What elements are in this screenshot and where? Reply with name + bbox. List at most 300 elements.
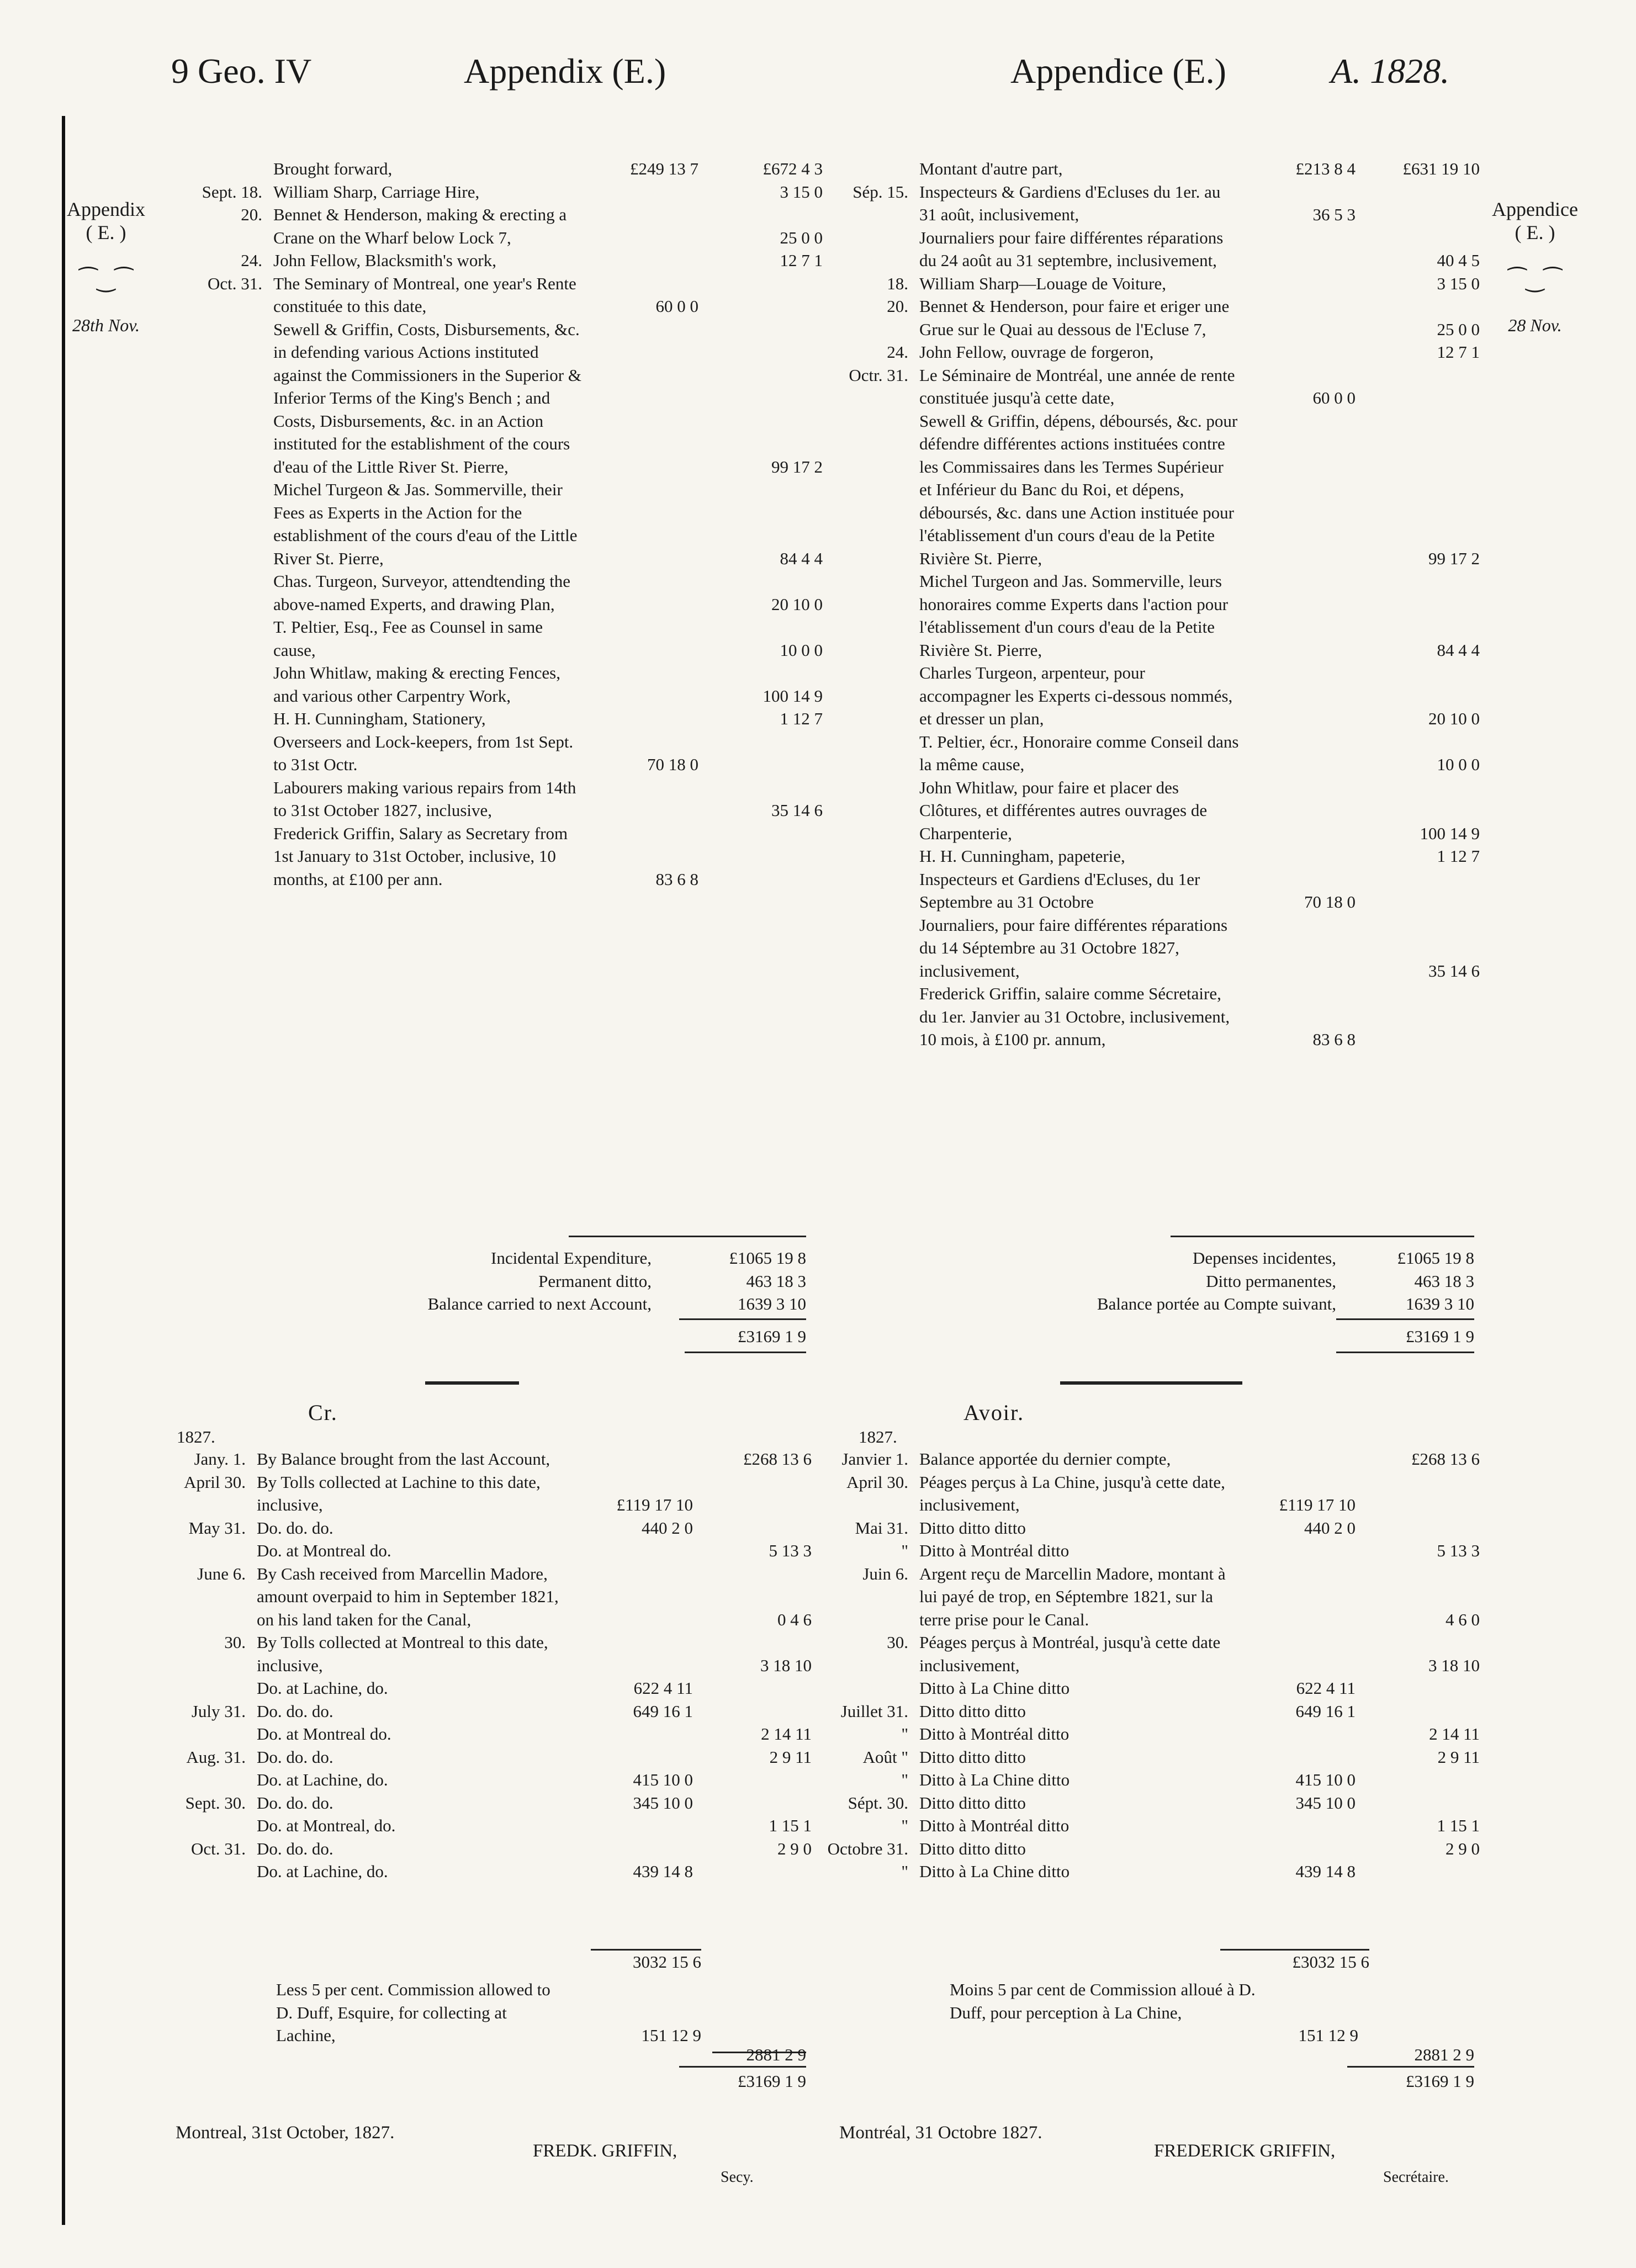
en-signature-title: Secy. — [721, 2169, 754, 2186]
margin-note-right — [1469, 176, 1601, 358]
entry-amount-outer: 20 10 0 — [1428, 709, 1480, 728]
entry-amount-outer: 2 14 11 — [1429, 1724, 1480, 1744]
left-binding-rule — [62, 116, 65, 2225]
ledger-row — [149, 1723, 812, 1746]
margin-title-left: Appendix ( E. ) — [67, 198, 145, 243]
entry-date: Octr. 31. — [849, 365, 908, 385]
entry-amount-inner: 415 10 0 — [633, 1770, 693, 1789]
entry-description: T. Peltier, écr., Honoraire comme Conseil dans la même cause, — [919, 732, 1239, 774]
fr-section-divider — [1060, 1381, 1242, 1385]
ledger-row — [812, 1448, 1480, 1471]
entry-amount-outer: 3 15 0 — [780, 182, 823, 202]
ledger-row — [812, 730, 1480, 776]
en-credit-heading: Cr. — [308, 1400, 338, 1425]
entry-amount-outer: £268 13 6 — [1411, 1449, 1480, 1469]
entry-amount-outer: 84 4 4 — [780, 548, 823, 568]
entry-date: " — [901, 1816, 908, 1835]
margin-title-right: Appendice ( E. ) — [1492, 198, 1578, 243]
entry-description: By Tolls collected at Montreal to this date, inclusive, — [257, 1633, 548, 1675]
ledger-row — [166, 661, 823, 707]
entry-description: Ditto ditto ditto — [919, 1747, 1026, 1767]
entry-amount-outer: 5 13 3 — [1437, 1541, 1480, 1560]
entry-amount-outer: 12 7 1 — [1437, 342, 1480, 362]
entry-date — [812, 570, 919, 661]
entry-amount-inner: £249 13 7 — [630, 159, 698, 178]
ledger-row — [812, 1700, 1480, 1723]
entry-amount-outer: 1 15 1 — [1437, 1816, 1480, 1835]
ledger-row — [166, 570, 823, 616]
entry-description: By Tolls collected at Lachine to this date, inclusive, — [257, 1472, 541, 1514]
total-value: 463 18 3 — [746, 1271, 806, 1291]
entry-date: Sept. 30. — [185, 1793, 246, 1813]
fr-credit-subtotal: £3032 15 6 — [1292, 1952, 1369, 1972]
entry-date: Mai 31. — [855, 1518, 908, 1538]
header-session: 9 Geo. IV — [171, 51, 312, 91]
total-value: 1639 3 10 — [738, 1294, 806, 1313]
entry-description: Ditto à La Chine ditto — [919, 1678, 1070, 1698]
entry-description: Michel Turgeon and Jas. Sommerville, leurs honoraires comme Experts dans l'action pour l'établissement d'un cours d'eau de la Petite Rivière St. Pierre, — [919, 571, 1229, 660]
ledger-row — [149, 1471, 812, 1517]
ledger-row — [812, 1746, 1480, 1769]
entry-description: Ditto à Montréal ditto — [919, 1541, 1070, 1560]
entry-description: Do. at Montreal do. — [257, 1541, 391, 1560]
fr-credit-heading: Avoir. — [963, 1400, 1025, 1425]
ledger-row — [166, 822, 823, 891]
en-commission — [276, 1978, 806, 2064]
entry-amount-outer: 100 14 9 — [763, 686, 823, 706]
entry-date — [166, 707, 273, 730]
entry-date — [149, 1539, 257, 1562]
entry-amount-outer: 10 0 0 — [1437, 755, 1480, 774]
ledger-row — [812, 982, 1480, 1051]
header-title-fr: Appendice (E.) — [1010, 51, 1226, 91]
entry-description: Montant d'autre part, — [919, 159, 1063, 178]
ledger-row — [812, 845, 1480, 868]
entry-description: Brought forward, — [273, 159, 393, 178]
en-signature-place-date: Montreal, 31st October, 1827. — [176, 2123, 395, 2143]
ledger-row — [166, 249, 823, 272]
en-credit-net: 2881 2 9 — [746, 2045, 806, 2064]
ledger-row — [812, 868, 1480, 914]
entry-amount-outer: 2 9 0 — [777, 1838, 812, 1858]
fr-credit-net: 2881 2 9 — [1414, 2045, 1474, 2064]
entry-description: Do. at Lachine, do. — [257, 1770, 388, 1789]
entry-date: " — [901, 1724, 908, 1744]
entry-amount-outer: 20 10 0 — [771, 594, 823, 614]
fr-commission-text: Moins 5 par cent de Commission alloué à D. Duff, pour perception à La Chine, — [950, 1980, 1256, 2022]
fr-credit-year: 1827. — [859, 1427, 897, 1446]
ledger-row — [149, 1792, 812, 1815]
ledger-row — [812, 914, 1480, 983]
entry-date — [166, 616, 273, 661]
ledger-row — [166, 478, 823, 570]
entry-amount-outer: 5 13 3 — [769, 1541, 812, 1560]
entry-description: Do. do. do. — [257, 1701, 333, 1721]
entry-date: 24. — [887, 342, 908, 362]
ledger-row — [812, 157, 1480, 181]
en-commission-text: Less 5 per cent. Commission allowed to D. Duff, Esquire, for collecting at Lachine, — [276, 1980, 550, 2045]
ledger-row — [812, 570, 1480, 661]
entry-description: Ditto ditto ditto — [919, 1838, 1026, 1858]
entry-description: Sewell & Griffin, dépens, déboursés, &c. pour défendre différentes actions instituées contre les Commissaires dans les Termes Supérieur et Inférieur du Banc du Roi, et dépens, déboursés, &c. dans une Action instituée pour l'établissement d'un cours d'eau de la Petite Rivière St. Pierre, — [919, 411, 1238, 568]
ledger-row — [812, 1539, 1480, 1562]
entry-description: Sewell & Griffin, Costs, Disbursements, &c. in defending various Actions instituted against the Commissioners in the Superior & Inferior Terms of the King's Bench ; and Costs, Disbursements, &c. in an Action instituted for the establishment of the cours d'eau of the Little River St. Pierre, — [273, 319, 581, 476]
entry-description: Overseers and Lock-keepers, from 1st Sept. to 31st Octr. — [273, 732, 574, 774]
ledger-row — [812, 661, 1480, 730]
en-signature-name: FREDK. GRIFFIN, — [533, 2141, 677, 2161]
entry-date — [166, 157, 273, 181]
entry-amount-inner: 439 14 8 — [633, 1862, 693, 1881]
entry-description: John Whitlaw, making & erecting Fences, and various other Carpentry Work, — [273, 663, 560, 706]
total-value: £1065 19 8 — [1397, 1248, 1474, 1268]
entry-amount-inner: 60 0 0 — [1312, 388, 1356, 407]
ledger-row — [149, 1814, 812, 1837]
entry-amount-outer: 25 0 0 — [1437, 319, 1480, 339]
ledger-row — [812, 181, 1480, 226]
ledger-row — [812, 1562, 1480, 1631]
entry-amount-outer: 3 15 0 — [1437, 273, 1480, 293]
entry-amount-outer: 35 14 6 — [771, 801, 823, 820]
entry-description: Journaliers, pour faire différentes réparations du 14 Séptembre au 31 Octobre 1827, inclusivement, — [919, 915, 1228, 981]
en-grand-total: £3169 1 9 — [738, 1327, 806, 1346]
entry-amount-inner: 622 4 11 — [1296, 1678, 1356, 1698]
entry-description: William Sharp, Carriage Hire, — [273, 182, 480, 202]
total-value: £1065 19 8 — [729, 1248, 806, 1268]
total-label: Balance portée au Compte suivant, — [1097, 1294, 1336, 1313]
fr-credit-subtotal-rule — [1220, 1949, 1369, 1951]
entry-amount-inner: 440 2 0 — [642, 1518, 693, 1538]
fr-grand-total-underline — [1336, 1352, 1474, 1353]
entry-date: 30. — [887, 1633, 908, 1652]
fr-grand-total: £3169 1 9 — [1406, 1327, 1474, 1346]
entry-date — [166, 478, 273, 570]
entry-date — [812, 226, 919, 272]
ledger-row — [812, 1860, 1480, 1883]
entry-date: 20. — [241, 205, 262, 224]
entry-amount-outer: 4 6 0 — [1446, 1609, 1480, 1629]
entry-description: Do. do. do. — [257, 1518, 333, 1538]
entry-date: June 6. — [197, 1564, 246, 1583]
entry-date — [166, 730, 273, 776]
en-grand-total-rule — [679, 1318, 806, 1320]
entry-description: T. Peltier, Esq., Fee as Counsel in same cause, — [273, 617, 543, 660]
ledger-row — [149, 1562, 812, 1631]
entry-description: Do. at Montreal, do. — [257, 1816, 396, 1835]
fr-grand-total-rule — [1336, 1318, 1474, 1320]
entry-description: Michel Turgeon & Jas. Sommerville, their Fees as Experts in the Action for the establishment of the cours d'eau of the Little River St. Pierre, — [273, 480, 578, 568]
en-credit-subtotal: 3032 15 6 — [633, 1952, 701, 1972]
entry-date — [812, 1677, 919, 1700]
entry-date: 20. — [887, 296, 908, 316]
ledger-row — [166, 272, 823, 318]
entry-amount-inner: 622 4 11 — [633, 1678, 693, 1698]
entry-amount-outer: £672 4 3 — [763, 159, 823, 178]
entry-date: April 30. — [184, 1472, 246, 1492]
fr-signature-title: Secrétaire. — [1383, 2169, 1449, 2186]
entry-date: Janvier 1. — [841, 1449, 908, 1469]
ledger-row — [812, 1471, 1480, 1517]
entry-description: Frederick Griffin, Salary as Secretary from 1st January to 31st October, inclusive, 10 months, at £100 per ann. — [273, 823, 568, 889]
entry-amount-inner: 439 14 8 — [1295, 1862, 1356, 1881]
ledger-row — [812, 1517, 1480, 1540]
entry-amount-outer: 1 12 7 — [780, 709, 823, 728]
entry-date — [812, 410, 919, 570]
entry-date: " — [901, 1770, 908, 1789]
entry-amount-outer: 100 14 9 — [1420, 823, 1480, 843]
entry-date — [149, 1860, 257, 1883]
ledger-row — [166, 776, 823, 822]
margin-flourish-left: ⁀‿⁀ — [79, 267, 133, 292]
entry-date: Sépt. 30. — [848, 1793, 908, 1813]
entry-amount-inner: 440 2 0 — [1304, 1518, 1356, 1538]
entry-date: Jany. 1. — [194, 1449, 246, 1469]
entry-amount-outer: 2 9 11 — [1437, 1747, 1480, 1767]
entry-description: Le Séminaire de Montréal, une année de rente constituée jusqu'à cette date, — [919, 365, 1235, 407]
entry-description: Argent reçu de Marcellin Madore, montant à lui payé de trop, en Séptembre 1821, sur la terre prise pour le Canal. — [919, 1564, 1226, 1629]
margin-date-right: 28 Nov. — [1508, 315, 1562, 335]
header-title-en: Appendix (E.) — [464, 51, 666, 91]
entry-description: Do. at Montreal do. — [257, 1724, 391, 1744]
total-label: Permanent ditto, — [538, 1271, 652, 1291]
entry-description: Inspecteurs et Gardiens d'Ecluses, du 1er Septembre au 31 Octobre — [919, 869, 1200, 912]
en-expenditure-list — [166, 157, 823, 891]
entry-date — [166, 318, 273, 479]
entry-amount-inner: 60 0 0 — [655, 296, 698, 316]
ledger-row — [166, 203, 823, 249]
fr-signature-place-date: Montréal, 31 Octobre 1827. — [839, 2123, 1042, 2143]
ledger-row — [812, 1837, 1480, 1861]
ledger-row — [149, 1860, 812, 1883]
entry-date — [812, 982, 919, 1051]
entry-amount-inner: £213 8 4 — [1295, 159, 1356, 178]
entry-amount-inner: 70 18 0 — [647, 755, 698, 774]
entry-description: Bennet & Henderson, making & erecting a Crane on the Wharf below Lock 7, — [273, 205, 567, 247]
entry-date — [149, 1768, 257, 1792]
en-grand-total-underline — [685, 1352, 806, 1353]
entry-date: Oct. 31. — [190, 1838, 246, 1858]
entry-date — [812, 776, 919, 845]
ledger-row — [166, 181, 823, 204]
entry-date: Oct. 31. — [207, 273, 262, 293]
entry-description: Péages perçus à La Chine, jusqu'à cette date, inclusivement, — [919, 1472, 1225, 1514]
entry-description: Bennet & Henderson, pour faire et eriger une Grue sur le Quai au dessous de l'Ecluse 7, — [919, 296, 1230, 339]
ledger-row — [166, 707, 823, 730]
entry-description: John Whitlaw, pour faire et placer des Clôtures, et différentes autres ouvrages de Charpenterie, — [919, 777, 1208, 843]
entry-date: Août " — [862, 1747, 908, 1767]
ledger-row — [812, 364, 1480, 410]
fr-totals-rule — [1171, 1236, 1474, 1237]
entry-amount-outer: 10 0 0 — [780, 640, 823, 660]
en-credit-subtotal-rule — [591, 1949, 701, 1951]
entry-description: William Sharp—Louage de Voiture, — [919, 273, 1167, 293]
entry-amount-outer: 35 14 6 — [1428, 961, 1480, 981]
entry-amount-outer: £631 19 10 — [1402, 159, 1480, 178]
entry-date: 18. — [887, 273, 908, 293]
entry-description: By Balance brought from the last Account, — [257, 1449, 550, 1469]
total-label: Ditto permanentes, — [1206, 1271, 1336, 1291]
total-value: 463 18 3 — [1414, 1271, 1474, 1291]
entry-amount-outer: 25 0 0 — [780, 227, 823, 247]
ledger-row — [166, 157, 823, 181]
entry-date — [149, 1677, 257, 1700]
total-label: Incidental Expenditure, — [491, 1248, 652, 1268]
entry-amount-inner: 36 5 3 — [1312, 205, 1356, 224]
entry-date — [812, 845, 919, 868]
entry-description: Ditto ditto ditto — [919, 1793, 1026, 1813]
entry-date: 24. — [241, 251, 262, 270]
entry-amount-outer: 2 14 11 — [761, 1724, 812, 1744]
ledger-row — [812, 295, 1480, 341]
ledger-row — [149, 1837, 812, 1861]
fr-commission — [950, 1978, 1474, 2064]
entry-amount-outer: 2 9 0 — [1446, 1838, 1480, 1858]
entry-description: John Fellow, Blacksmith's work, — [273, 251, 496, 270]
entry-description: Péages perçus à Montréal, jusqu'à cette date inclusivement, — [919, 1633, 1221, 1675]
en-credit-list — [149, 1448, 812, 1883]
entry-amount-inner: 83 6 8 — [655, 869, 698, 889]
entry-date — [812, 661, 919, 730]
entry-date — [166, 776, 273, 822]
ledger-row — [149, 1700, 812, 1723]
ledger-row — [149, 1517, 812, 1540]
entry-amount-inner: 83 6 8 — [1312, 1030, 1356, 1049]
ledger-row — [149, 1677, 812, 1700]
en-commission-amount: 151 12 9 — [641, 2026, 701, 2045]
entry-amount-inner: 345 10 0 — [1295, 1793, 1356, 1813]
entry-description: Labourers making various repairs from 14th to 31st October 1827, inclusive, — [273, 777, 576, 820]
ledger-row — [812, 410, 1480, 570]
entry-date: Juin 6. — [862, 1564, 908, 1583]
fr-credit-list — [812, 1448, 1480, 1883]
entry-date — [812, 157, 919, 181]
entry-date: May 31. — [188, 1518, 246, 1538]
entry-amount-outer: 0 4 6 — [777, 1609, 812, 1629]
entry-date: 30. — [224, 1633, 246, 1652]
en-credit-year: 1827. — [177, 1427, 215, 1446]
entry-amount-outer: 99 17 2 — [771, 457, 823, 476]
entry-amount-outer: 2 9 11 — [769, 1747, 812, 1767]
entry-amount-outer: 84 4 4 — [1437, 640, 1480, 660]
entry-description: By Cash received from Marcellin Madore, amount overpaid to him in September 1821, on his land taken for the Canal, — [257, 1564, 559, 1629]
entry-description: Balance apportée du dernier compte, — [919, 1449, 1171, 1469]
entry-description: Frederick Griffin, salaire comme Sécretaire, du 1er. Janvier au 31 Octobre, inclusivement, 10 mois, à £100 pr. annum, — [919, 984, 1230, 1049]
ledger-row — [166, 318, 823, 479]
fr-expenditure-list — [812, 157, 1480, 1051]
entry-date: July 31. — [191, 1701, 246, 1721]
entry-date: " — [901, 1541, 908, 1560]
ledger-row — [812, 341, 1480, 364]
entry-amount-outer: 40 4 5 — [1437, 251, 1480, 270]
ledger-row — [812, 1792, 1480, 1815]
entry-amount-inner: £119 17 10 — [616, 1495, 693, 1514]
entry-date: " — [901, 1862, 908, 1881]
ledger-row — [166, 730, 823, 776]
ledger-row — [149, 1746, 812, 1769]
ledger-row — [166, 616, 823, 661]
entry-amount-outer: 3 18 10 — [1428, 1655, 1480, 1675]
entry-date — [812, 914, 919, 983]
en-credit-total-rule — [679, 2066, 806, 2068]
total-label: Depenses incidentes, — [1193, 1248, 1336, 1268]
entry-date — [166, 570, 273, 616]
entry-description: John Fellow, ouvrage de forgeron, — [919, 342, 1154, 362]
entry-description: Ditto à Montréal ditto — [919, 1816, 1070, 1835]
entry-date: Sept. 18. — [202, 182, 262, 202]
entry-date: Octobre 31. — [827, 1838, 908, 1858]
entry-amount-outer: 1 15 1 — [769, 1816, 812, 1835]
entry-amount-outer: 12 7 1 — [780, 251, 823, 270]
entry-amount-outer: 1 12 7 — [1437, 846, 1480, 866]
fr-signature-name: FREDERICK GRIFFIN, — [1154, 2141, 1336, 2161]
entry-description: H. H. Cunningham, Stationery, — [273, 709, 486, 728]
entry-amount-inner: 70 18 0 — [1304, 892, 1356, 912]
entry-description: Ditto à La Chine ditto — [919, 1862, 1070, 1881]
ledger-row — [149, 1631, 812, 1677]
margin-flourish-right: ⁀‿⁀ — [1508, 267, 1562, 292]
entry-description: Ditto ditto ditto — [919, 1518, 1026, 1538]
entry-description: Ditto à La Chine ditto — [919, 1770, 1070, 1789]
entry-description: Do. do. do. — [257, 1747, 333, 1767]
fr-credit-total-rule — [1347, 2066, 1474, 2068]
entry-date: Aug. 31. — [186, 1747, 246, 1767]
fr-totals — [828, 1247, 1474, 1318]
entry-amount-inner: 649 16 1 — [1295, 1701, 1356, 1721]
entry-date — [812, 868, 919, 914]
entry-date — [166, 822, 273, 891]
header-year: A. 1828. — [1331, 51, 1450, 91]
ledger-row — [812, 1631, 1480, 1677]
en-totals — [166, 1247, 806, 1318]
entry-date — [149, 1814, 257, 1837]
en-totals-rule — [569, 1236, 806, 1237]
entry-description: Do. at Lachine, do. — [257, 1678, 388, 1698]
entry-amount-outer: 3 18 10 — [760, 1655, 812, 1675]
entry-amount-inner: £119 17 10 — [1279, 1495, 1356, 1514]
ledger-row — [812, 776, 1480, 845]
entry-date: Juillet 31. — [840, 1701, 908, 1721]
ledger-row — [812, 272, 1480, 295]
ledger-row — [812, 1677, 1480, 1700]
entry-amount-inner: 649 16 1 — [633, 1701, 693, 1721]
ledger-row — [812, 1814, 1480, 1837]
entry-amount-outer: £268 13 6 — [743, 1449, 812, 1469]
entry-amount-outer: 99 17 2 — [1428, 548, 1480, 568]
entry-description: Chas. Turgeon, Surveyor, attendtending the above-named Experts, and drawing Plan, — [273, 571, 571, 614]
ledger-row — [812, 1723, 1480, 1746]
margin-date-left: 28th Nov. — [72, 315, 140, 335]
fr-credit-total: £3169 1 9 — [1406, 2071, 1474, 2091]
entry-description: The Seminary of Montreal, one year's Rente constituée to this date, — [273, 273, 576, 316]
entry-description: Ditto à Montréal ditto — [919, 1724, 1070, 1744]
entry-description: Charles Turgeon, arpenteur, pour accompagner les Experts ci-dessous nommés, et dresser un plan, — [919, 663, 1233, 728]
ledger-row — [149, 1768, 812, 1792]
en-credit-total: £3169 1 9 — [738, 2071, 806, 2091]
entry-description: Do. do. do. — [257, 1793, 333, 1813]
entry-date — [166, 661, 273, 707]
ledger-row — [812, 1768, 1480, 1792]
entry-description: Journaliers pour faire différentes réparations du 24 août au 31 septembre, inclusivement, — [919, 227, 1224, 270]
entry-amount-inner: 345 10 0 — [633, 1793, 693, 1813]
ledger-row — [812, 226, 1480, 272]
ledger-row — [149, 1448, 812, 1471]
entry-amount-inner: 415 10 0 — [1295, 1770, 1356, 1789]
entry-description: Do. do. do. — [257, 1838, 333, 1858]
total-label: Balance carried to next Account, — [427, 1294, 652, 1313]
en-section-divider — [425, 1381, 519, 1385]
entry-description: Do. at Lachine, do. — [257, 1862, 388, 1881]
entry-date: Sép. 15. — [853, 182, 908, 202]
fr-commission-amount: 151 12 9 — [1298, 2026, 1358, 2045]
